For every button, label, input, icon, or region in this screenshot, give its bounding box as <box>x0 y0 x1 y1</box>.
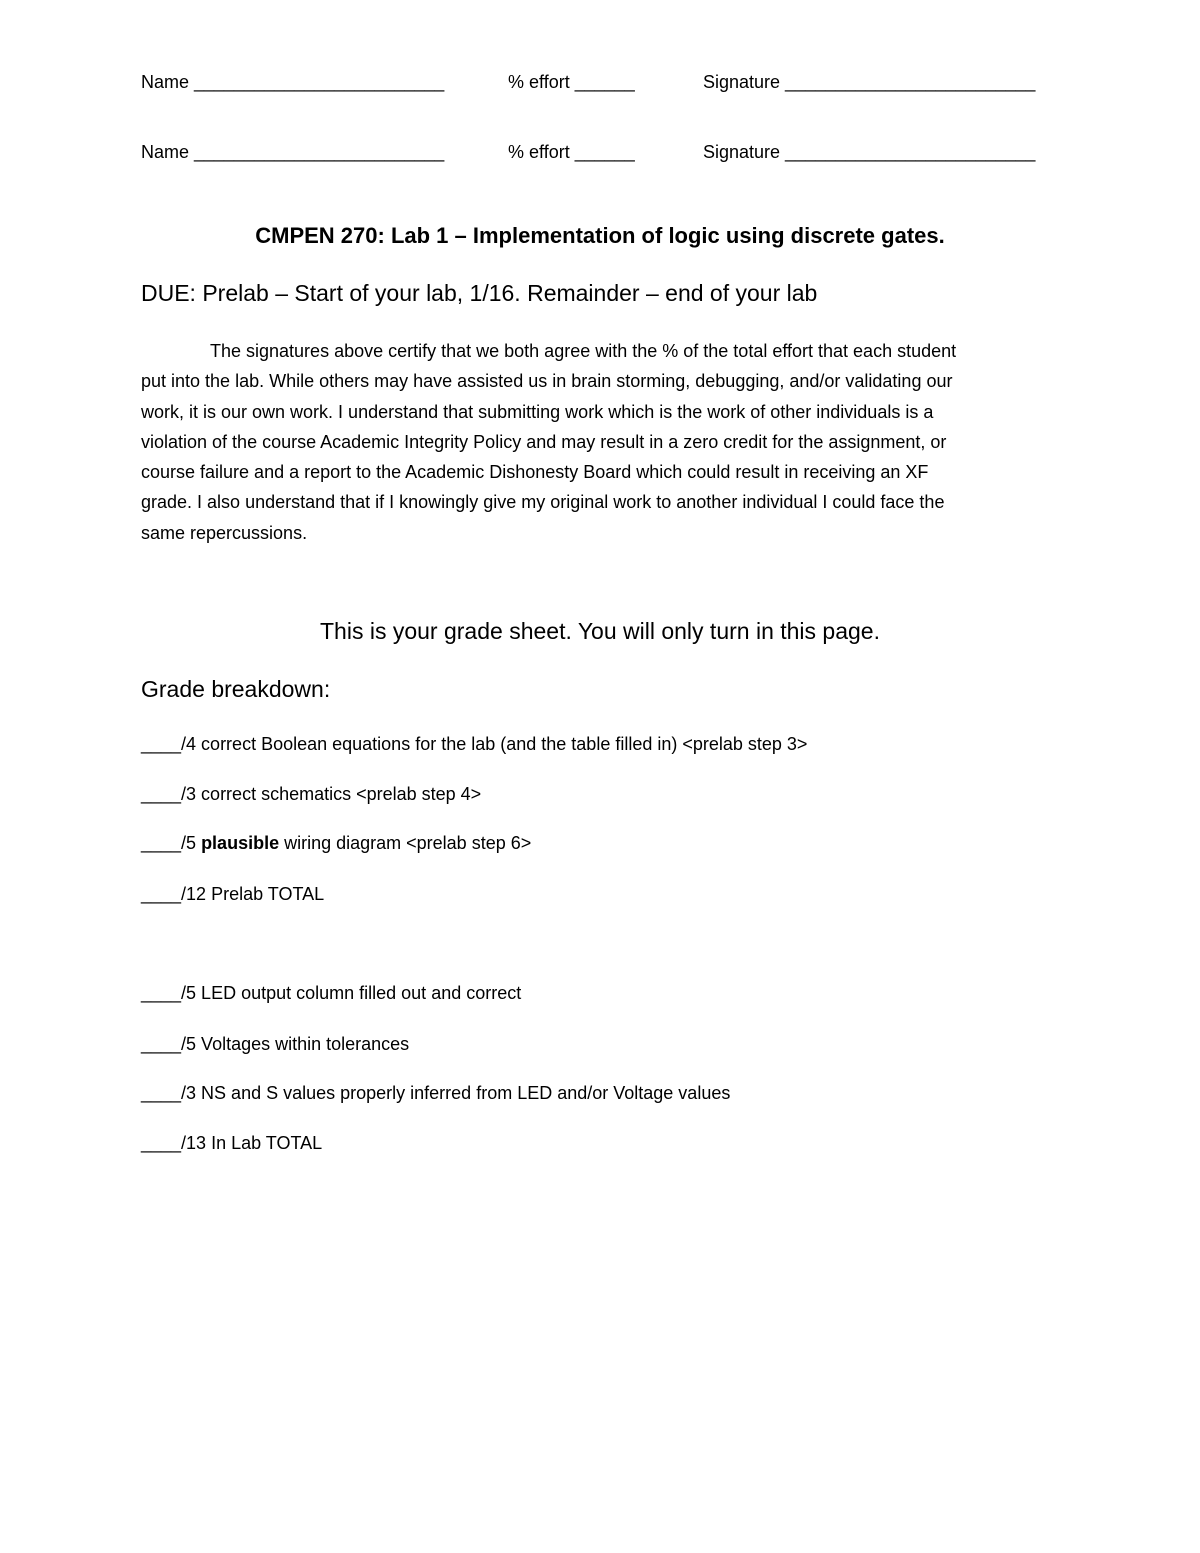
effort-field-1: % effort ______ <box>508 72 635 92</box>
effort-field-2: % effort ______ <box>508 142 635 162</box>
grade-item <box>141 833 531 854</box>
statement-line: course failure and a report to the Academic Dishonesty Board which could result in receiving an XF <box>141 462 929 483</box>
signature-field-1: Signature _________________________ <box>703 72 1036 92</box>
grade-item-text: ____/4 correct Boolean equations for the lab (and the table filled in) <prelab step 3> <box>141 734 808 754</box>
grade-item-emphasis: plausible <box>201 833 280 853</box>
statement-line: violation of the course Academic Integrity Policy and may result in a zero credit for the assignment, or <box>141 431 947 452</box>
grade-item-text: ____/5 Voltages within tolerances <box>141 1034 410 1054</box>
grade-item-text: ____/3 NS and S values properly inferred from LED and/or Voltage values <box>141 1083 731 1103</box>
grade-item-text: ____/13 In Lab TOTAL <box>141 1133 323 1153</box>
grade-item-text: ____/3 correct schematics <prelab step 4> <box>141 784 482 804</box>
grade-item-prelab-total <box>141 884 324 905</box>
grade-item <box>141 983 521 1004</box>
statement-line: work, it is our own work. I understand that submitting work which is the work of other individuals is a <box>141 401 934 422</box>
grade-item-text: ____/5 LED output column filled out and correct <box>141 983 522 1003</box>
grade-item <box>141 734 807 755</box>
due-date: DUE: Prelab – Start of your lab, 1/16. Remainder – end of your lab <box>141 280 818 306</box>
grade-item <box>141 1083 730 1104</box>
name-field-2: Name _________________________ <box>141 142 445 162</box>
lab-title: CMPEN 270: Lab 1 – Implementation of logic using discrete gates. <box>255 223 945 248</box>
integrity-statement <box>141 336 1061 548</box>
signature-row-1 <box>141 72 1061 102</box>
statement-line: same repercussions. <box>141 522 308 543</box>
signature-row-2 <box>141 142 1061 172</box>
grade-breakdown-heading: Grade breakdown: <box>141 676 331 702</box>
grade-item <box>141 1034 409 1055</box>
statement-line: The signatures above certify that we both agree with the % of the total effort that each student <box>210 341 957 361</box>
statement-line: grade. I also understand that if I knowingly give my original work to another individual I could face the <box>141 492 945 513</box>
grade-item-inlab-total <box>141 1133 322 1154</box>
signature-field-2: Signature _________________________ <box>703 142 1036 162</box>
statement-line: put into the lab. While others may have assisted us in brain storming, debugging, and/or validating our <box>141 371 953 392</box>
grade-sheet-note: This is your grade sheet. You will only turn in this page. <box>320 618 880 644</box>
grade-item <box>141 784 481 805</box>
grade-item-text: ____/12 Prelab TOTAL <box>141 884 325 904</box>
grade-item-text: wiring diagram <prelab step 6> <box>279 833 532 853</box>
grade-item-text: ____/5 <box>141 833 202 853</box>
name-field-1: Name _________________________ <box>141 72 445 92</box>
